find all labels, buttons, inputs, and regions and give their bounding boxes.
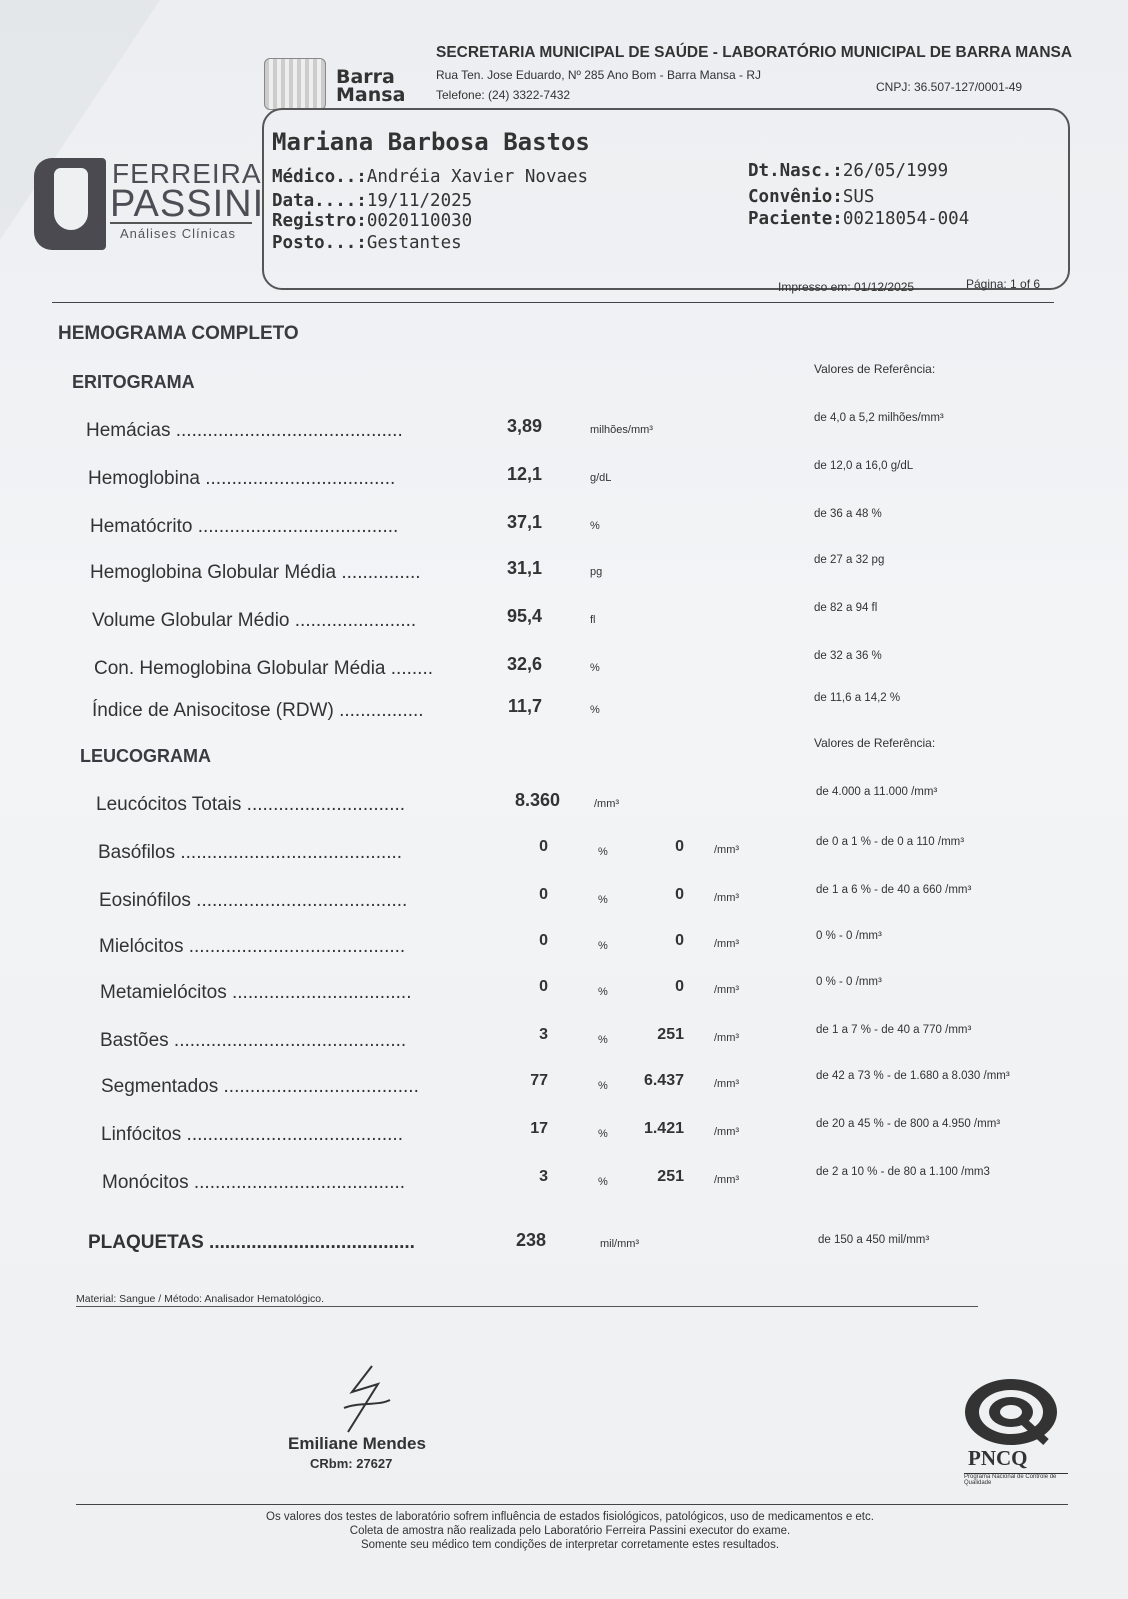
plaquetas-label: PLAQUETAS .......................................: [88, 1232, 415, 1253]
plaquetas-value: 238: [515, 1230, 546, 1250]
eritograma-row-label: Con. Hemoglobina Globular Média ........: [94, 658, 434, 679]
leucograma-row-percent: 17: [530, 1120, 548, 1137]
eritograma-row-value: 11,7: [507, 696, 542, 716]
section-eritograma: ERITOGRAMA: [72, 372, 195, 392]
footer-line-2: Coleta de amostra não realizada pelo Laboratório Ferreira Passini executor do exame.: [349, 1525, 791, 1537]
leucograma-row-percent-unit: %: [598, 1128, 608, 1140]
doctor-field: Médico..:Andréia Xavier Novaes: [272, 167, 589, 187]
leucocitos-totais-value: 8.360: [514, 790, 560, 810]
signature-name: Emiliane Mendes: [288, 1434, 426, 1453]
leucograma-row-reference: 0 % - 0 /mm³: [816, 976, 882, 988]
eritograma-row-label: Índice de Anisocitose (RDW) ................: [92, 700, 424, 721]
leucograma-row-percent: 77: [530, 1072, 548, 1089]
material-divider: [76, 1306, 978, 1307]
birthdate-field: Dt.Nasc.:26/05/1999: [748, 161, 949, 181]
leucograma-row-reference: de 1 a 6 % - de 40 a 660 /mm³: [816, 884, 972, 896]
leucograma-row-reference: de 1 a 7 % - de 40 a 770 /mm³: [816, 1024, 972, 1036]
leucograma-row-percent: 3: [539, 1026, 548, 1043]
header-divider: [52, 302, 1054, 303]
leucograma-row-label: Segmentados .....................................: [101, 1076, 419, 1097]
leucograma-row-absolute-unit: /mm³: [714, 984, 740, 996]
signature-scribble-icon: [338, 1362, 398, 1442]
page-number: Página: 1 of 6: [966, 277, 1041, 291]
leucograma-row-absolute: 0: [675, 886, 684, 903]
leucograma-row-label: Mielócitos .........................................: [99, 936, 406, 957]
eritograma-row-reference: de 12,0 a 16,0 g/dL: [814, 460, 914, 472]
leucograma-row-percent: 0: [539, 932, 548, 949]
lab-logo-divider: [110, 222, 252, 224]
leucograma-row-absolute: 0: [675, 978, 684, 995]
posto-field: Posto...:Gestantes: [272, 233, 462, 253]
leucograma-row-absolute: 0: [675, 838, 684, 855]
leucograma-row-percent-unit: %: [598, 894, 608, 906]
leucograma-row-absolute-unit: /mm³: [714, 938, 740, 950]
eritograma-row-unit: g/dL: [590, 472, 612, 484]
leucograma-row-percent-unit: %: [598, 940, 608, 952]
eritograma-row-label: Hemoglobina Globular Média ...............: [90, 562, 421, 583]
leucograma-row-absolute-unit: /mm³: [714, 1174, 740, 1186]
barra-mansa-crest-icon: [264, 58, 326, 110]
section-leucograma: LEUCOGRAMA: [80, 746, 211, 766]
leucograma-row-percent: 3: [539, 1168, 548, 1185]
eritograma-row-reference: de 11,6 a 14,2 %: [814, 692, 901, 704]
leucograma-row-absolute-unit: /mm³: [714, 1078, 740, 1090]
leucograma-row-percent-unit: %: [598, 986, 608, 998]
footer-divider: [76, 1504, 1068, 1505]
eritograma-row-label: Hematócrito ......................................: [90, 516, 399, 537]
lab-cnpj: CNPJ: 36.507-127/0001-49: [876, 80, 1023, 94]
lab-telephone: Telefone: (24) 3322-7432: [436, 88, 571, 102]
city-logo-line1: Barra: [336, 66, 395, 88]
lab-logo-subtitle: Análises Clínicas: [120, 226, 236, 241]
lab-logo-name2: PASSINI: [110, 183, 265, 225]
leucograma-row-percent-unit: %: [598, 1034, 608, 1046]
eritograma-row-reference: de 32 a 36 %: [814, 650, 882, 662]
lab-title: SECRETARIA MUNICIPAL DE SAÚDE - LABORATÓRIO MUNICIPAL DE BARRA MANSA: [436, 44, 1073, 61]
leucograma-row-reference: de 0 a 1 % - de 0 a 110 /mm³: [816, 836, 965, 848]
exam-title: HEMOGRAMA COMPLETO: [58, 323, 299, 344]
registro-field: Registro:0020110030: [272, 211, 473, 231]
leucograma-row-absolute: 6.437: [643, 1072, 684, 1089]
convenio-field: Convênio:SUS: [748, 187, 875, 207]
eritograma-row-unit: %: [590, 704, 600, 716]
signature-registration: CRbm: 27627: [310, 1456, 393, 1471]
date-field: Data....:19/11/2025: [272, 191, 473, 211]
leucograma-row-label: Bastões ............................................: [100, 1030, 407, 1051]
eritograma-row-value: 3,89: [506, 416, 542, 436]
eritograma-row-unit: %: [590, 520, 600, 532]
eritograma-row-unit: pg: [590, 566, 603, 578]
eritograma-row-label: Hemoglobina ....................................: [88, 468, 396, 489]
patient-name: Mariana Barbosa Bastos: [272, 128, 590, 156]
plaquetas-unit: mil/mm³: [600, 1238, 640, 1250]
eritograma-row-label: Hemácias ...........................................: [86, 420, 403, 441]
pncq-logo-icon: [962, 1376, 1060, 1448]
leucograma-row-label: Eosinófilos ........................................: [99, 890, 408, 911]
leucograma-row-percent-unit: %: [598, 1080, 608, 1092]
leucograma-row-reference: de 42 a 73 % - de 1.680 a 8.030 /mm³: [816, 1070, 1010, 1082]
leucograma-row-absolute-unit: /mm³: [714, 844, 740, 856]
leucograma-row-label: Basófilos ..........................................: [98, 842, 403, 863]
leucograma-row-absolute: 251: [657, 1168, 684, 1185]
footer-line-3: Somente seu médico tem condições de interpretar corretamente estes resultados.: [360, 1539, 780, 1551]
city-logo-line2: Mansa: [336, 84, 406, 106]
eritograma-row-reference: de 27 a 32 pg: [814, 554, 885, 566]
eritograma-row-reference: de 36 a 48 %: [814, 508, 882, 520]
leucocitos-totais-reference: de 4.000 a 11.000 /mm³: [816, 786, 938, 798]
leucograma-row-percent: 0: [539, 886, 548, 903]
plaquetas-reference: de 150 a 450 mil/mm³: [818, 1234, 930, 1246]
material-method: Material: Sangue / Método: Analisador Hematológico.: [76, 1293, 325, 1305]
leucograma-row-label: Metamielócitos ..................................: [100, 982, 412, 1003]
leucograma-row-reference: de 2 a 10 % - de 80 a 1.100 /mm3: [816, 1166, 990, 1178]
eritograma-row-value: 37,1: [506, 512, 542, 532]
eritograma-row-value: 12,1: [506, 464, 542, 484]
leucograma-row-label: Linfócitos .........................................: [101, 1124, 403, 1145]
leucograma-row-reference: 0 % - 0 /mm³: [816, 930, 882, 942]
leucograma-row-absolute: 0: [675, 932, 684, 949]
eritograma-row-unit: milhões/mm³: [590, 424, 653, 436]
leucograma-row-percent-unit: %: [598, 846, 608, 858]
leucograma-row-absolute: 251: [657, 1026, 684, 1043]
leucograma-row-label: Monócitos ........................................: [102, 1172, 406, 1193]
eritograma-row-value: 31,1: [506, 558, 542, 578]
ref-header-leucograma: Valores de Referência:: [814, 736, 936, 750]
eritograma-row-reference: de 82 a 94 fl: [814, 602, 878, 614]
pncq-logo-text: PNCQ: [968, 1446, 1028, 1470]
leucograma-row-absolute: 1.421: [643, 1120, 684, 1137]
pncq-logo-subtitle: Programa Nacional de Controle de Qualidade: [964, 1473, 1068, 1486]
ferreira-passini-logo-icon: [34, 158, 106, 250]
paciente-id-field: Paciente:00218054-004: [748, 209, 970, 229]
leucograma-row-absolute-unit: /mm³: [714, 1032, 740, 1044]
eritograma-row-label: Volume Globular Médio .......................: [92, 610, 417, 631]
leucocitos-totais-label: Leucócitos Totais ..............................: [96, 794, 406, 815]
eritograma-row-value: 95,4: [506, 606, 542, 626]
leucograma-row-absolute-unit: /mm³: [714, 1126, 740, 1138]
leucograma-row-reference: de 20 a 45 % - de 800 a 4.950 /mm³: [816, 1118, 1001, 1130]
leucograma-row-percent-unit: %: [598, 1176, 608, 1188]
eritograma-row-value: 32,6: [506, 654, 542, 674]
eritograma-row-unit: %: [590, 662, 600, 674]
leucograma-row-absolute-unit: /mm³: [714, 892, 740, 904]
leucograma-row-percent: 0: [539, 978, 548, 995]
eritograma-row-unit: fl: [590, 614, 596, 626]
leucograma-row-percent: 0: [539, 838, 548, 855]
eritograma-row-reference: de 4,0 a 5,2 milhões/mm³: [814, 412, 944, 424]
printed-date: Impresso em: 01/12/2025: [778, 280, 915, 294]
leucocitos-totais-unit: /mm³: [594, 798, 620, 810]
footer-line-1: Os valores dos testes de laboratório sofrem influência de estados fisiológicos, patológicos, uso de medicamentos e etc.: [266, 1511, 874, 1523]
ref-header-eritograma: Valores de Referência:: [814, 362, 936, 376]
lab-address: Rua Ten. Jose Eduardo, Nº 285 Ano Bom - Barra Mansa - RJ: [436, 68, 761, 82]
barra-mansa-logo: [336, 68, 405, 104]
lab-logo-name1: FERREIRA: [112, 158, 262, 189]
